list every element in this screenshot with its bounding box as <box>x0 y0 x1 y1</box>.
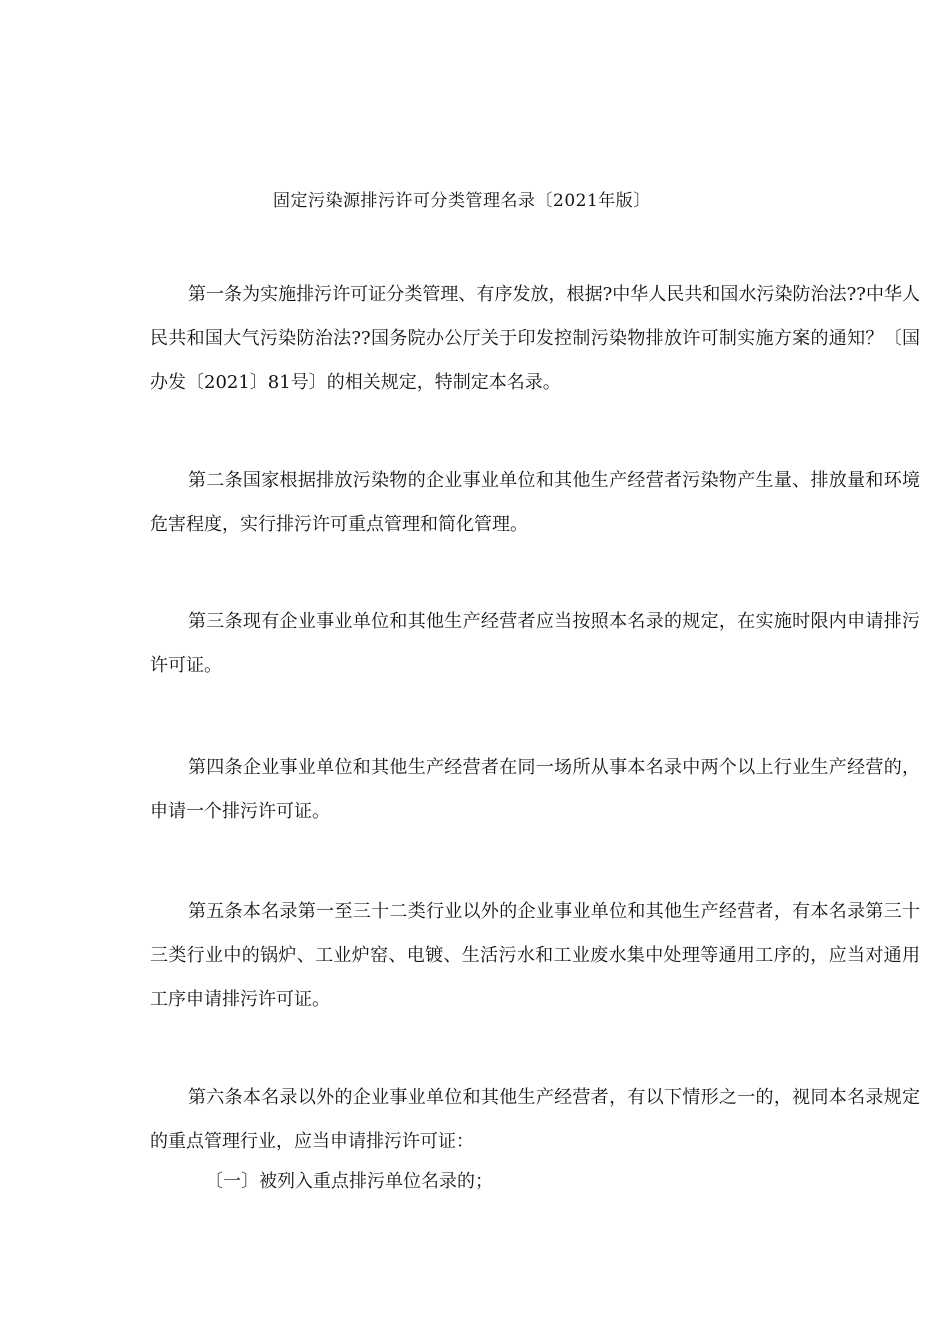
article-1: 第一条为实施排污许可证分类管理、有序发放，根据?中华人民共和国水污染防治法??中华人民共和国大气污染防治法??国务院办公厅关于印发控制污染物排放许可制实施方案的通知？〔国办发〔2021〕81号〕的相关规定，特制定本名录。 <box>150 284 920 393</box>
article-4: 第四条企业事业单位和其他生产经营者在同一场所从事本名录中两个以上行业生产经营的，申请一个排污许可证。 <box>150 757 920 822</box>
article-5: 第五条本名录第一至三十二类行业以外的企业事业单位和其他生产经营者，有本名录第三十三类行业中的锅炉、工业炉窑、电镀、生活污水和工业废水集中处理等通用工序的，应当对通用工序申请排污许可证。 <box>150 901 920 1010</box>
article-6: 第六条本名录以外的企业事业单位和其他生产经营者，有以下情形之一的，视同本名录规定的重点管理行业，应当申请排污许可证： <box>150 1087 920 1152</box>
article-3: 第三条现有企业事业单位和其他生产经营者应当按照本名录的规定，在实施时限内申请排污许可证。 <box>150 611 920 676</box>
article-2: 第二条国家根据排放污染物的企业事业单位和其他生产经营者污染物产生量、排放量和环境危害程度，实行排污许可重点管理和简化管理。 <box>150 470 920 535</box>
article-6-item-1: 〔一〕被列入重点排污单位名录的； <box>205 1171 493 1192</box>
document-title: 固定污染源排污许可分类管理名录〔2021年版〕 <box>273 191 651 211</box>
